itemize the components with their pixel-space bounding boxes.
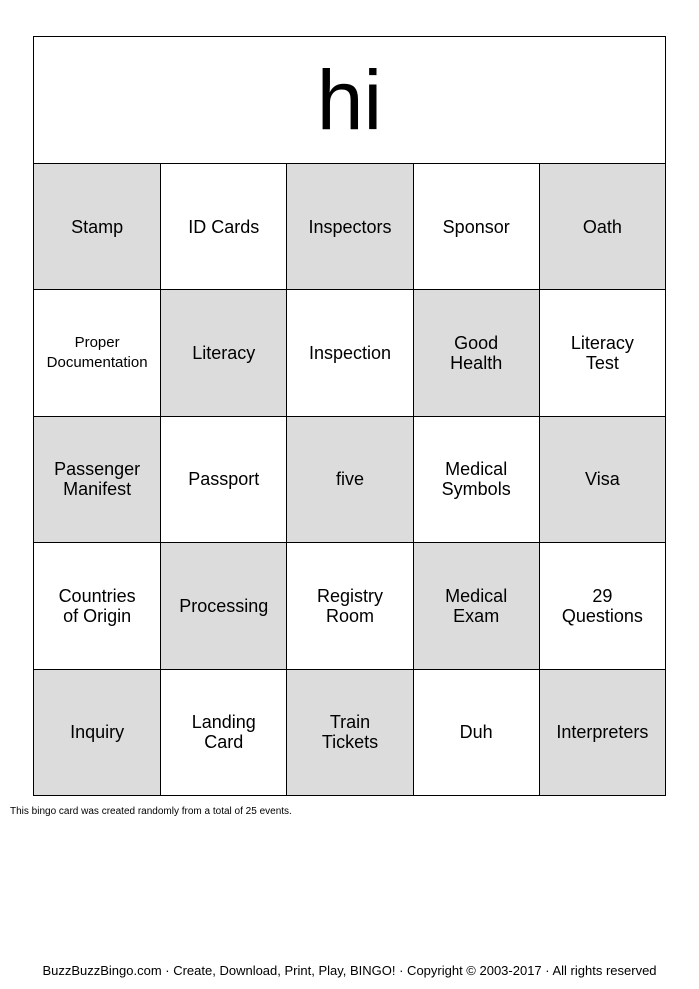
bingo-cell: Literacy Test <box>539 289 665 415</box>
bingo-cell: Inspection <box>286 289 412 415</box>
bingo-cell: Medical Exam <box>413 542 539 668</box>
bingo-cell: Processing <box>160 542 286 668</box>
bingo-cell: Passenger Manifest <box>34 416 160 542</box>
bingo-cell: Visa <box>539 416 665 542</box>
card-title: hi <box>316 53 383 147</box>
bingo-cell: ID Cards <box>160 163 286 289</box>
bingo-cell: Landing Card <box>160 669 286 795</box>
bingo-cell: Registry Room <box>286 542 412 668</box>
bingo-cell: Proper Documentation <box>34 289 160 415</box>
bingo-cell: Interpreters <box>539 669 665 795</box>
bingo-cell: Passport <box>160 416 286 542</box>
bingo-cell: Medical Symbols <box>413 416 539 542</box>
bingo-cell: Literacy <box>160 289 286 415</box>
bingo-cell: Sponsor <box>413 163 539 289</box>
bingo-cell: Duh <box>413 669 539 795</box>
footer-text: BuzzBuzzBingo.com · Create, Download, Print, Play, BINGO! · Copyright © 2003-2017 · All rights reserved <box>42 963 657 978</box>
bingo-grid <box>34 163 665 795</box>
bingo-card <box>33 36 666 796</box>
bingo-cell: five <box>286 416 412 542</box>
bingo-cell: Inspectors <box>286 163 412 289</box>
bingo-cell: Inquiry <box>34 669 160 795</box>
bingo-cell: Countries of Origin <box>34 542 160 668</box>
bingo-cell: Oath <box>539 163 665 289</box>
bingo-cell: Good Health <box>413 289 539 415</box>
bingo-cell: Stamp <box>34 163 160 289</box>
bingo-cell: Train Tickets <box>286 669 412 795</box>
generation-note: This bingo card was created randomly from a total of 25 events. <box>10 806 292 817</box>
bingo-cell: 29 Questions <box>539 542 665 668</box>
